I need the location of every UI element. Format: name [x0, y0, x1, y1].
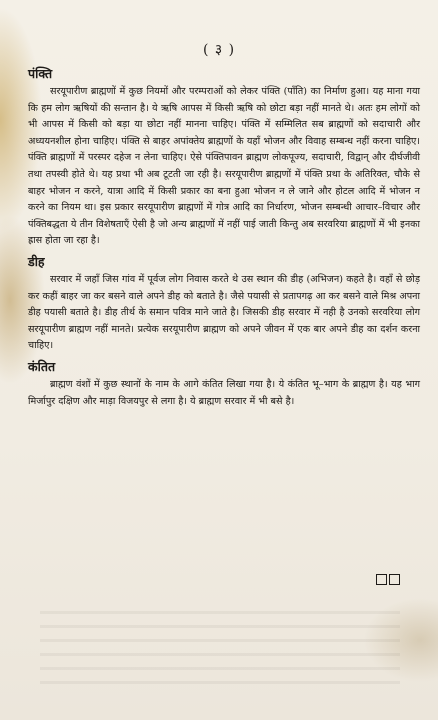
section-heading: डीह — [28, 253, 45, 269]
section-kantit — [28, 359, 420, 410]
page-content — [28, 66, 420, 414]
page-number: ( ३ ) — [202, 42, 236, 58]
section-deeh — [28, 254, 420, 355]
reverse-side-bleed-through — [40, 600, 400, 690]
section-paragraph: ब्राह्मण वंशों में कुछ स्थानों के नाम के आगे कंतित लिखा गया है। ये कंतित भू–भाग के ब्राह्मण है। यह भाग मिर्जापुर दक्षिण और माड़ा विजयपुर से लगा है। ये ब्राह्मण सरवार में भी बसे है। — [28, 378, 420, 407]
square-icon — [376, 574, 387, 585]
section-paragraph: सरवार में जहाँ जिस गांव में पूर्वज लोग निवास करते थे उस स्थान की डीह (अभिजन) कहते है। वहाँ से छोड़ कर कहीं बाहर जा कर बसने वाले अपने डीह को बताते है। जैसे पयासी से प्रतापगढ़ आ कर बसने वाले मिश्र अपना डीह पयासी बताते है। डीह तीर्थ के समान पवित्र माने जाते है। जिसकी डीह सरवार में नही है उनको सरवरिया लोग सरयूपारीण ब्राह्मण नहीं मानते। प्रत्येक सरयूपारीण ब्राह्मण को अपने जीवन में एक बार अपने डीह का दर्शन करना चाहिए। — [28, 273, 420, 352]
section-heading: कंतित — [28, 358, 56, 374]
section-heading: पंक्ति — [28, 66, 53, 81]
section-paragraph: सरयूपारीण ब्राह्मणों में कुछ नियमों और परम्पराओं को लेकर पंक्ति (पाँति) का निर्माण हुआ। यह माना गया कि हम लोग ऋषियों की सन्तान है। ये ऋषि आपस में किसी ऋषि को छोटा बड़ा नहीं मानते थे। अतः हम लोगों को भी आपस में किसी को बड़ा या छोटा नहीं मानना चाहिए। पंक्ति में सम्मिलित सब ब्राह्मणों को सदाचारी और अध्ययनशील होना चाहिए। पंक्ति से बाहर अपांक्तेय ब्राह्मणों के यहाँ भोजन और विवाह सम्बन्ध नहीं करना चाहिए। पंक्ति ब्राह्मणों में परस्पर दहेज न लेना चाहिए। ऐसे पंक्तिपावन ब्राह्मण लोकपूज्य, सदाचारी, विद्वान् और दीर्घजीवी तथा तपस्वी होते थे। यह प्रथा भी अब टूटती जा रही है। सरयूपारीण ब्राह्मणों में पंक्ति प्रथा के अतिरिक्त, चौके से बाहर भोजन न करने, यात्रा आदि में किसी प्रकार का बना हुआ भोजन न ले जाने और होटल आदि में भोजन न करने का नियम था। इस प्रकार सरयूपारीण ब्राह्मणों में गोत्र आदि का निर्धारण, भोजन सम्बन्धी आचार–विचार और पंक्तिबद्धता ये तीन विशेषताएँ ऐसी है जो अन्य ब्राह्मणों में नहीं पाई जाती किन्तु अब सरवरिया ब्राह्मणों में भी इनका ह्रास होता जा रहा है। — [28, 86, 420, 247]
section-pankti — [28, 66, 420, 250]
square-icon — [389, 574, 400, 585]
end-of-section-mark — [376, 574, 400, 585]
